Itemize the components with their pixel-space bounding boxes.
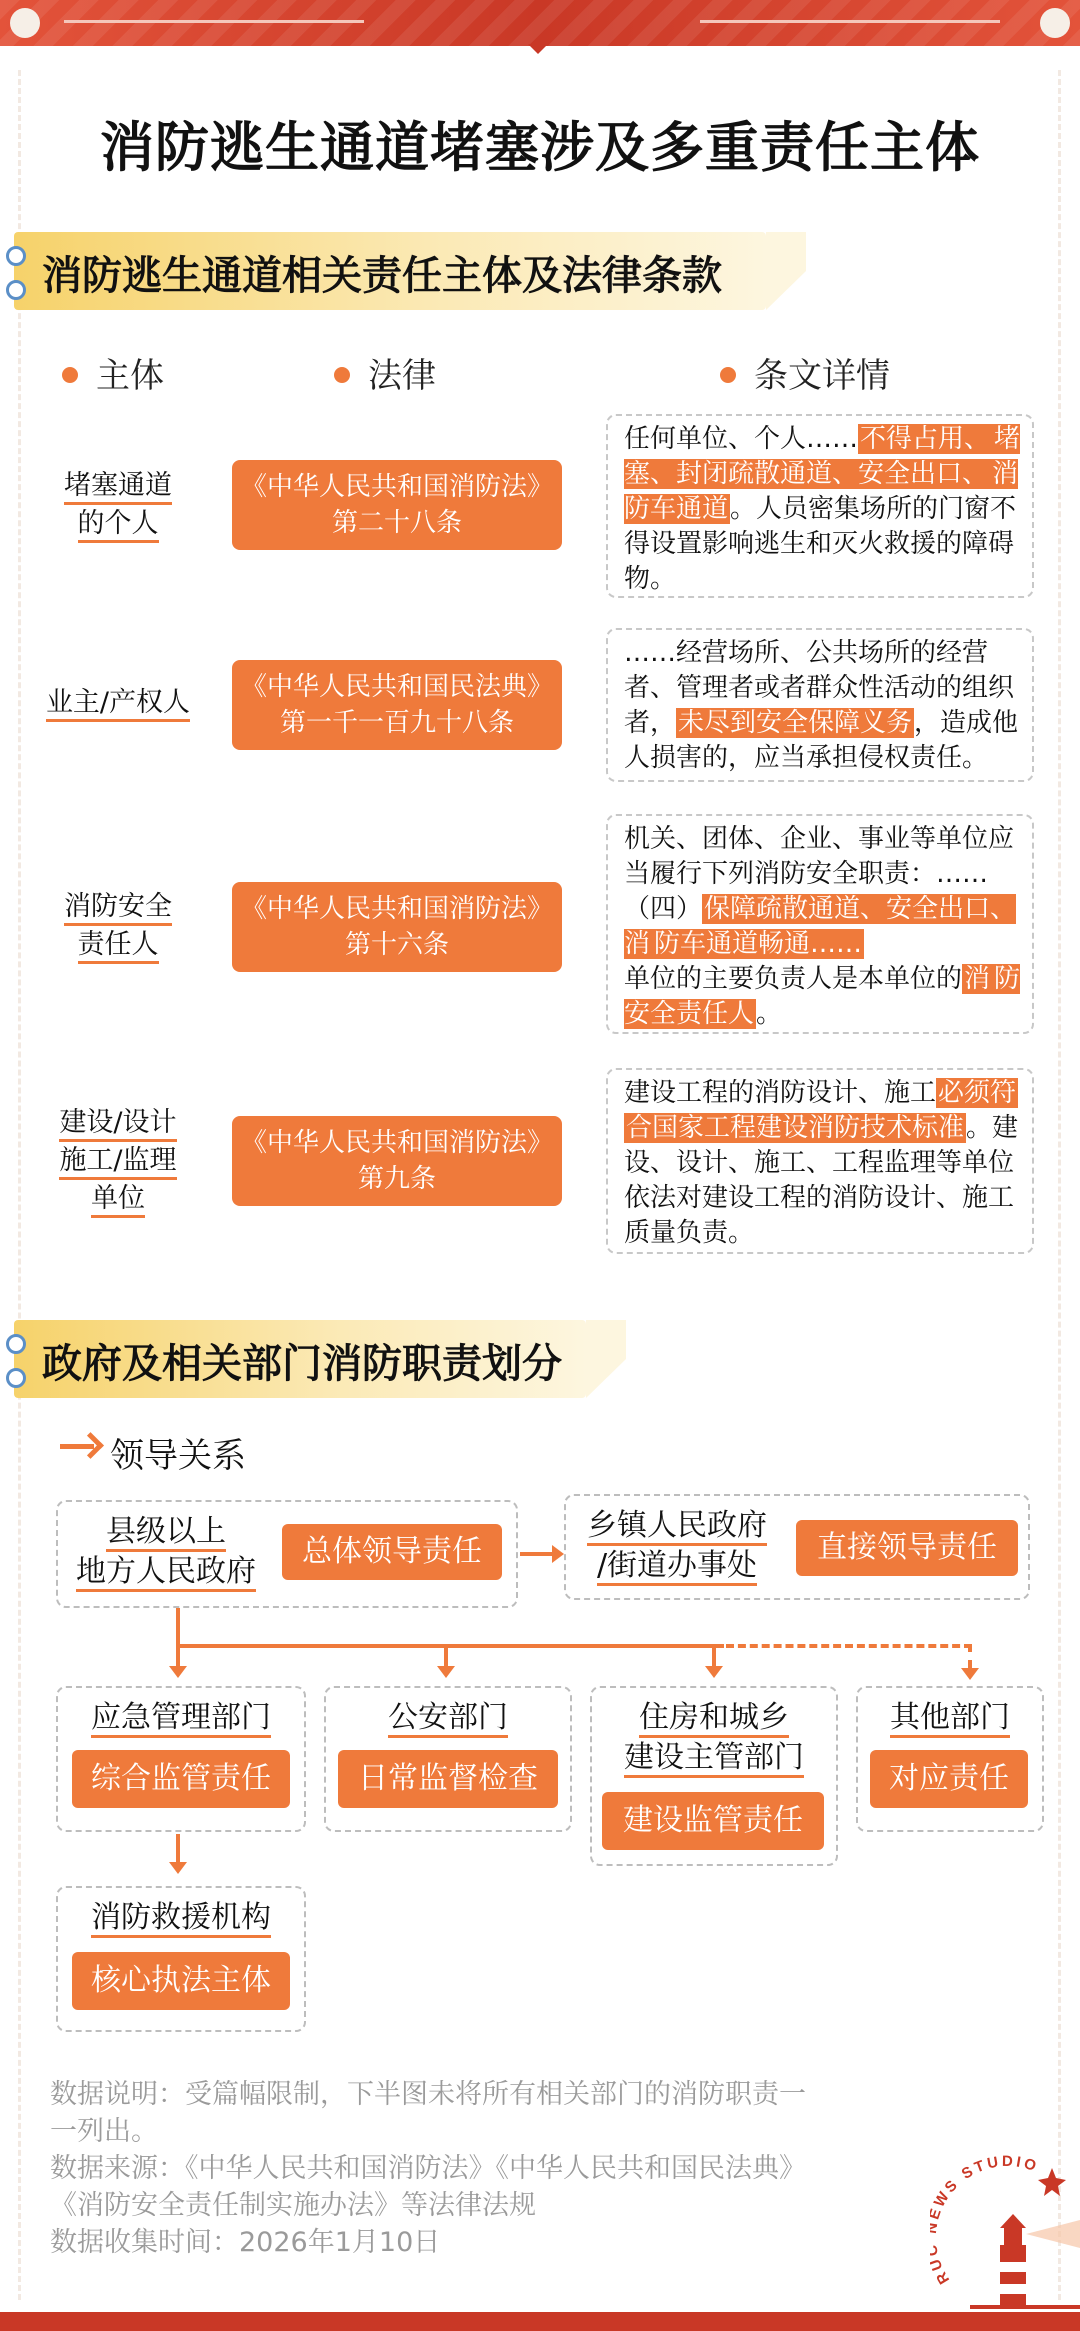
town-responsibility-tag: 直接领导责任: [796, 1520, 1018, 1576]
arrow-down-icon: [169, 1862, 187, 1874]
column-header-law: 法律: [334, 348, 436, 397]
county-government-name: 县级以上 地方人民政府: [64, 1512, 268, 1592]
bullet-icon: [720, 367, 736, 383]
tree-connector: [176, 1644, 724, 1648]
arrow-down-icon: [169, 1666, 187, 1678]
section-heading-text: 政府及相关部门消防职责划分: [42, 1341, 562, 1387]
emergency-department-name: 应急管理部门: [56, 1698, 306, 1738]
town-government-name: 乡镇人民政府 /街道办事处: [570, 1506, 784, 1586]
top-banner: [0, 0, 1080, 46]
clause-detail: 建设工程的消防设计、施工必须符合国家工程建设消防技术标准。建设、设计、施工、工程监理等单位依法对建设工程的消防设计、施工质量负责。: [606, 1068, 1034, 1254]
housing-responsibility-tag: 建设监管责任: [602, 1792, 824, 1850]
arrow-connector: [520, 1552, 556, 1556]
other-responsibility-tag: 对应责任: [870, 1750, 1028, 1808]
clause-detail: 机关、团体、企业、事业等单位应当履行下列消防安全职责：……（四）保障疏散通道、安全出口、消 防车通道畅通…… 单位的主要负责人是本单位的消 防安全责任人。: [606, 814, 1034, 1034]
lighthouse-logo-icon: [930, 2150, 1080, 2320]
police-responsibility-tag: 日常监督检查: [338, 1750, 558, 1808]
logo-text: R WS STUDIO: [930, 2152, 1041, 2287]
county-responsibility-tag: 总体领导责任: [282, 1524, 502, 1580]
heading-fold: [586, 1320, 626, 1398]
banner-line: [700, 20, 1000, 23]
dashed-connector: [968, 1644, 972, 1668]
banner-line: [64, 20, 364, 23]
law-badge: 《中华人民共和国消防法》 第十六条: [232, 882, 562, 972]
column-header-detail: 条文详情: [720, 348, 890, 397]
ruc-news-studio-logo: [930, 2150, 1080, 2320]
section-heading-text: 消防逃生通道相关责任主体及法律条款: [42, 253, 722, 299]
fire-rescue-name: 消防救援机构: [56, 1898, 306, 1938]
column-header-subject: 主体: [62, 348, 164, 397]
tree-connector: [444, 1648, 448, 1668]
section-heading-laws: [14, 232, 766, 310]
arrow-down-icon: [437, 1666, 455, 1678]
law-badge: 《中华人民共和国民法典》 第一千一百九十八条: [232, 660, 562, 750]
arrow-down-icon: [961, 1668, 979, 1680]
tree-connector: [712, 1648, 716, 1668]
bullet-icon: [334, 367, 350, 383]
subject-owner: 业主/产权人: [18, 684, 218, 722]
subject-individual: 堵塞通道 的个人: [18, 467, 218, 543]
arrow-down-icon: [705, 1666, 723, 1678]
ring-icon: [6, 1334, 26, 1354]
page-title: 消防逃生通道堵塞涉及多重责任主体: [100, 116, 980, 179]
arrow-right-icon: [552, 1545, 564, 1563]
emergency-responsibility-tag: 综合监管责任: [72, 1750, 290, 1808]
bullet-icon: [62, 367, 78, 383]
dashed-connector: [726, 1644, 972, 1648]
bottom-banner: [0, 2312, 1080, 2331]
subject-fire-safety-person: 消防安全 责任人: [18, 888, 218, 964]
banner-dot: [1040, 8, 1070, 38]
ring-icon: [6, 280, 26, 300]
arrow-right-icon: [60, 1444, 94, 1449]
ring-icon: [6, 1368, 26, 1388]
heading-fold: [766, 232, 806, 310]
subject-construction-units: 建设/设计 施工/监理 单位: [18, 1104, 218, 1218]
other-department-name: 其他部门: [856, 1698, 1044, 1738]
banner-texture: [0, 0, 1080, 46]
fire-rescue-responsibility-tag: 核心执法主体: [72, 1952, 290, 2010]
tree-connector: [176, 1648, 180, 1668]
leadership-label: 领导关系: [110, 1436, 246, 1476]
banner-dot: [10, 8, 40, 38]
section-heading-government: [14, 1320, 586, 1398]
police-department-name: 公安部门: [324, 1698, 572, 1738]
law-badge: 《中华人民共和国消防法》 第九条: [232, 1116, 562, 1206]
clause-detail: 任何单位、个人……不得占用、 堵塞、封闭疏散通道、安全出口、 消防车通道。人员密集场所的门窗不得设置影响逃生和灭火救援的障碍物。: [606, 414, 1034, 598]
data-note: 数据说明：受篇幅限制，下半图未将所有相关部门的消防职责一一列出。: [50, 2079, 806, 2147]
data-collection-date: 数据收集时间：2026年1月10日: [50, 2227, 441, 2258]
housing-department-name: 住房和城乡 建设主管部门: [590, 1698, 838, 1778]
banner-notch: [528, 44, 548, 54]
data-source: 数据来源：《中华人民共和国消防法》《中华人民共和国民法典》《消防安全责任制实施办法》等法律法规: [50, 2153, 806, 2221]
tree-connector: [176, 1834, 180, 1864]
clause-detail: ……经营场所、公共场所的经营者、管理者或者群众性活动的组织者，未尽到安全保障义务，造成他人损害的，应当承担侵权责任。: [606, 628, 1034, 782]
tree-connector: [176, 1608, 180, 1646]
right-dashed-border: [1058, 70, 1061, 2300]
law-badge: 《中华人民共和国消防法》 第二十八条: [232, 460, 562, 550]
ring-icon: [6, 246, 26, 266]
